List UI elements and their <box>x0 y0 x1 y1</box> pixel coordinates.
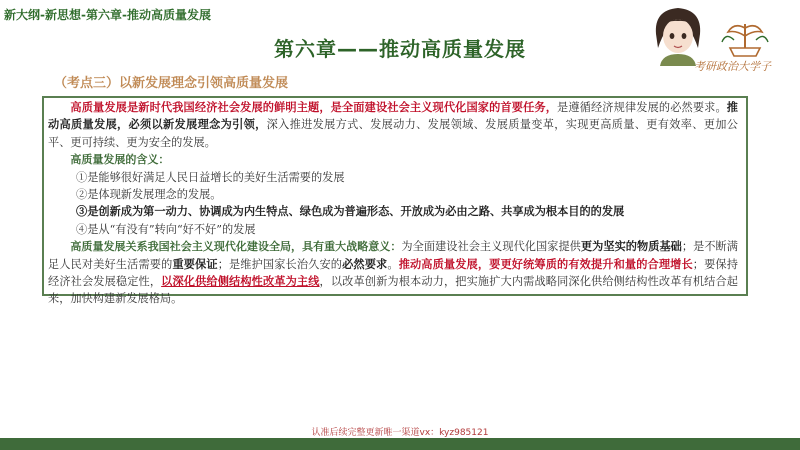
breadcrumb: 新大纲-新思想-第六章-推动高质量发展 <box>4 8 211 22</box>
chapter-title: 第六章——推动高质量发展 <box>274 37 526 61</box>
paragraph-significance: 高质量发展关系我国社会主义现代化建设全局，具有重大战略意义：为全面建设社会主义现代化国家提供更为坚实的物质基础；是不断满足人民对美好生活需要的重要保证；是维护国家长治久安的必然要求。推动高质量发展，要更好统筹质的有效提升和量的合理增长；要保持经济社会发展稳定性，以深化供给侧结构性改革为主线，以改革创新为根本动力，把实施扩大内需战略同深化供给侧结构性改革有机结合起来，加快构建新发展格局。 <box>48 239 738 306</box>
list-item: ①是能够很好满足人民日益增长的美好生活需要的发展 <box>76 170 345 184</box>
logo-text: 考研政治大学子 <box>694 60 771 73</box>
body-text: 是遵循经济规律发展的必然要求。 <box>557 101 727 114</box>
body-text: 深入推进发展方式、发展动力、发展领域、发展质量变革，实现更高质量、更有效率、更加公平、更可持续、更为安全的发展。 <box>48 118 738 149</box>
meaning-heading: 高质量发展的含义： <box>70 153 170 167</box>
bold-text: 推动高质量发展，必须以新发展理念为引领， <box>48 100 738 132</box>
content-body <box>48 99 738 308</box>
paragraph-intro <box>48 99 738 151</box>
list-item: ③是创新成为第一动力、协调成为内生特点、绿色成为普遍形态、开放成为必由之路、共享成为根本目的的发展 <box>76 204 625 219</box>
list-item: ④是从“有没有”转向“好不好”的发展 <box>76 222 256 236</box>
list-item: ②是体现新发展理念的发展。 <box>76 188 222 202</box>
emphasis-text: 高质量发展是新时代我国经济社会发展的鲜明主题，是全面建设社会主义现代化国家的首要任务， <box>70 100 558 114</box>
section-title: （考点三）以新发展理念引领高质量发展 <box>54 76 289 91</box>
significance-heading: 高质量发展关系我国社会主义现代化建设全局，具有重大战略意义： <box>70 240 402 254</box>
footer-bar <box>0 438 800 450</box>
footer-note: 认准后续完整更新唯一渠道vx：kyz985121 <box>311 428 489 438</box>
